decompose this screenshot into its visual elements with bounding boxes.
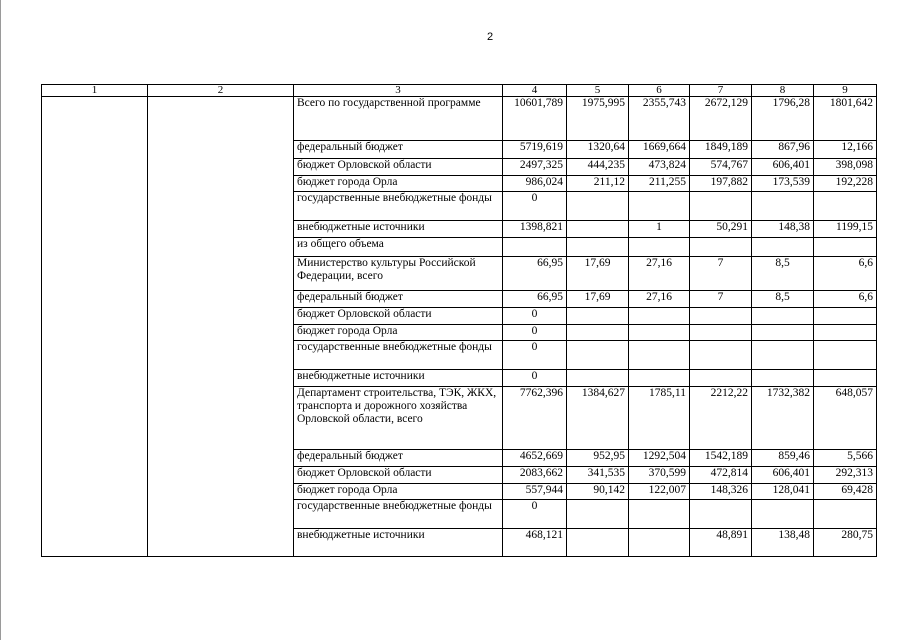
row-label: бюджет Орловской области [294, 467, 503, 484]
value-cell: 1199,15 [814, 221, 877, 238]
value-cell: 1801,642 [814, 97, 877, 141]
value-cell: 173,539 [752, 176, 814, 192]
value-cell: 867,96 [752, 141, 814, 159]
value-cell [752, 325, 814, 341]
column-header: 6 [629, 85, 690, 97]
value-cell: 292,313 [814, 467, 877, 484]
column-header: 1 [42, 85, 148, 97]
value-cell [752, 192, 814, 221]
value-cell: 2497,325 [503, 159, 567, 176]
value-cell: 1796,28 [752, 97, 814, 141]
value-cell: 211,12 [567, 176, 629, 192]
value-cell [690, 500, 752, 529]
merged-cell-col1 [42, 97, 148, 557]
value-cell [629, 341, 690, 370]
value-cell: 27,16 [629, 257, 690, 291]
value-cell [752, 341, 814, 370]
value-cell: 10601,789 [503, 97, 567, 141]
column-header: 8 [752, 85, 814, 97]
row-label: внебюджетные источники [294, 529, 503, 557]
value-cell: 1384,627 [567, 387, 629, 450]
value-cell [752, 500, 814, 529]
row-label: бюджет города Орла [294, 484, 503, 500]
value-cell [814, 370, 877, 387]
value-cell: 4652,669 [503, 450, 567, 467]
value-cell [567, 325, 629, 341]
value-cell [690, 325, 752, 341]
value-cell: 12,166 [814, 141, 877, 159]
value-cell: 8,5 [752, 257, 814, 291]
value-cell: 48,891 [690, 529, 752, 557]
value-cell: 27,16 [629, 291, 690, 308]
row-label: Департамент строительства, ТЭК, ЖКХ, транспорта и дорожного хозяйства Орловской области, всего [294, 387, 503, 450]
value-cell: 211,255 [629, 176, 690, 192]
value-cell [567, 221, 629, 238]
value-cell [814, 341, 877, 370]
value-cell: 5719,619 [503, 141, 567, 159]
merged-cell-col2 [148, 97, 294, 557]
value-cell: 606,401 [752, 467, 814, 484]
value-cell [690, 370, 752, 387]
value-cell [814, 238, 877, 257]
value-cell: 5,566 [814, 450, 877, 467]
page-edge-line [0, 0, 1, 640]
row-label: бюджет города Орла [294, 176, 503, 192]
value-cell: 122,007 [629, 484, 690, 500]
value-cell: 1849,189 [690, 141, 752, 159]
page-number: 2 [486, 31, 494, 43]
value-cell: 1320,64 [567, 141, 629, 159]
value-cell: 90,142 [567, 484, 629, 500]
value-cell: 472,814 [690, 467, 752, 484]
row-label: государственные внебюджетные фонды [294, 500, 503, 529]
value-cell: 197,882 [690, 176, 752, 192]
value-cell: 0 [503, 325, 567, 341]
value-cell: 574,767 [690, 159, 752, 176]
value-cell: 7 [690, 291, 752, 308]
value-cell [690, 192, 752, 221]
row-label: из общего объема [294, 238, 503, 257]
row-label: федеральный бюджет [294, 291, 503, 308]
value-cell: 128,041 [752, 484, 814, 500]
value-cell: 2083,662 [503, 467, 567, 484]
header-row [42, 85, 877, 97]
column-header: 5 [567, 85, 629, 97]
value-cell: 7762,396 [503, 387, 567, 450]
value-cell [567, 370, 629, 387]
value-cell: 859,46 [752, 450, 814, 467]
value-cell: 17,69 [567, 257, 629, 291]
value-cell [567, 500, 629, 529]
value-cell: 473,824 [629, 159, 690, 176]
value-cell: 280,75 [814, 529, 877, 557]
value-cell: 1975,995 [567, 97, 629, 141]
value-cell: 2672,129 [690, 97, 752, 141]
row-label: Всего по государственной программе [294, 97, 503, 141]
row-label: федеральный бюджет [294, 450, 503, 467]
row-label: федеральный бюджет [294, 141, 503, 159]
value-cell: 8,5 [752, 291, 814, 308]
value-cell [567, 192, 629, 221]
row-label: бюджет Орловской области [294, 159, 503, 176]
value-cell [814, 192, 877, 221]
value-cell: 648,057 [814, 387, 877, 450]
value-cell: 1398,821 [503, 221, 567, 238]
value-cell: 50,291 [690, 221, 752, 238]
value-cell: 0 [503, 500, 567, 529]
value-cell: 17,69 [567, 291, 629, 308]
value-cell [629, 308, 690, 325]
value-cell [629, 192, 690, 221]
value-cell: 0 [503, 308, 567, 325]
column-header: 7 [690, 85, 752, 97]
row-label: государственные внебюджетные фонды [294, 192, 503, 221]
budget-table [41, 84, 877, 557]
row-label: Министерство культуры Российской Федерации, всего [294, 257, 503, 291]
value-cell [814, 325, 877, 341]
value-cell: 606,401 [752, 159, 814, 176]
value-cell [567, 238, 629, 257]
value-cell [690, 308, 752, 325]
row-label: государственные внебюджетные фонды [294, 341, 503, 370]
value-cell: 1292,504 [629, 450, 690, 467]
value-cell [814, 500, 877, 529]
column-header: 2 [148, 85, 294, 97]
column-header: 9 [814, 85, 877, 97]
value-cell [567, 308, 629, 325]
value-cell: 557,944 [503, 484, 567, 500]
value-cell: 6,6 [814, 291, 877, 308]
value-cell: 2355,743 [629, 97, 690, 141]
value-cell: 0 [503, 192, 567, 221]
value-cell [752, 370, 814, 387]
value-cell [629, 500, 690, 529]
value-cell [690, 341, 752, 370]
value-cell [629, 325, 690, 341]
row-label: внебюджетные источники [294, 370, 503, 387]
value-cell: 1542,189 [690, 450, 752, 467]
value-cell: 1785,11 [629, 387, 690, 450]
value-cell: 192,228 [814, 176, 877, 192]
value-cell: 0 [503, 341, 567, 370]
value-cell [752, 238, 814, 257]
value-cell: 148,326 [690, 484, 752, 500]
value-cell [629, 370, 690, 387]
value-cell: 1732,382 [752, 387, 814, 450]
value-cell [690, 238, 752, 257]
value-cell: 1669,664 [629, 141, 690, 159]
value-cell [752, 308, 814, 325]
value-cell: 6,6 [814, 257, 877, 291]
value-cell: 341,535 [567, 467, 629, 484]
row-label: внебюджетные источники [294, 221, 503, 238]
table-row [42, 97, 877, 141]
column-header: 4 [503, 85, 567, 97]
value-cell: 0 [503, 370, 567, 387]
value-cell [814, 308, 877, 325]
value-cell: 148,38 [752, 221, 814, 238]
value-cell [629, 529, 690, 557]
value-cell [629, 238, 690, 257]
value-cell [567, 529, 629, 557]
value-cell: 7 [690, 257, 752, 291]
value-cell: 69,428 [814, 484, 877, 500]
value-cell: 2212,22 [690, 387, 752, 450]
value-cell: 1 [629, 221, 690, 238]
value-cell: 66,95 [503, 257, 567, 291]
value-cell: 370,599 [629, 467, 690, 484]
value-cell [567, 341, 629, 370]
value-cell: 952,95 [567, 450, 629, 467]
value-cell [503, 238, 567, 257]
value-cell: 66,95 [503, 291, 567, 308]
value-cell: 986,024 [503, 176, 567, 192]
row-label: бюджет Орловской области [294, 308, 503, 325]
value-cell: 468,121 [503, 529, 567, 557]
row-label: бюджет города Орла [294, 325, 503, 341]
column-header: 3 [294, 85, 503, 97]
value-cell: 138,48 [752, 529, 814, 557]
value-cell: 398,098 [814, 159, 877, 176]
value-cell: 444,235 [567, 159, 629, 176]
